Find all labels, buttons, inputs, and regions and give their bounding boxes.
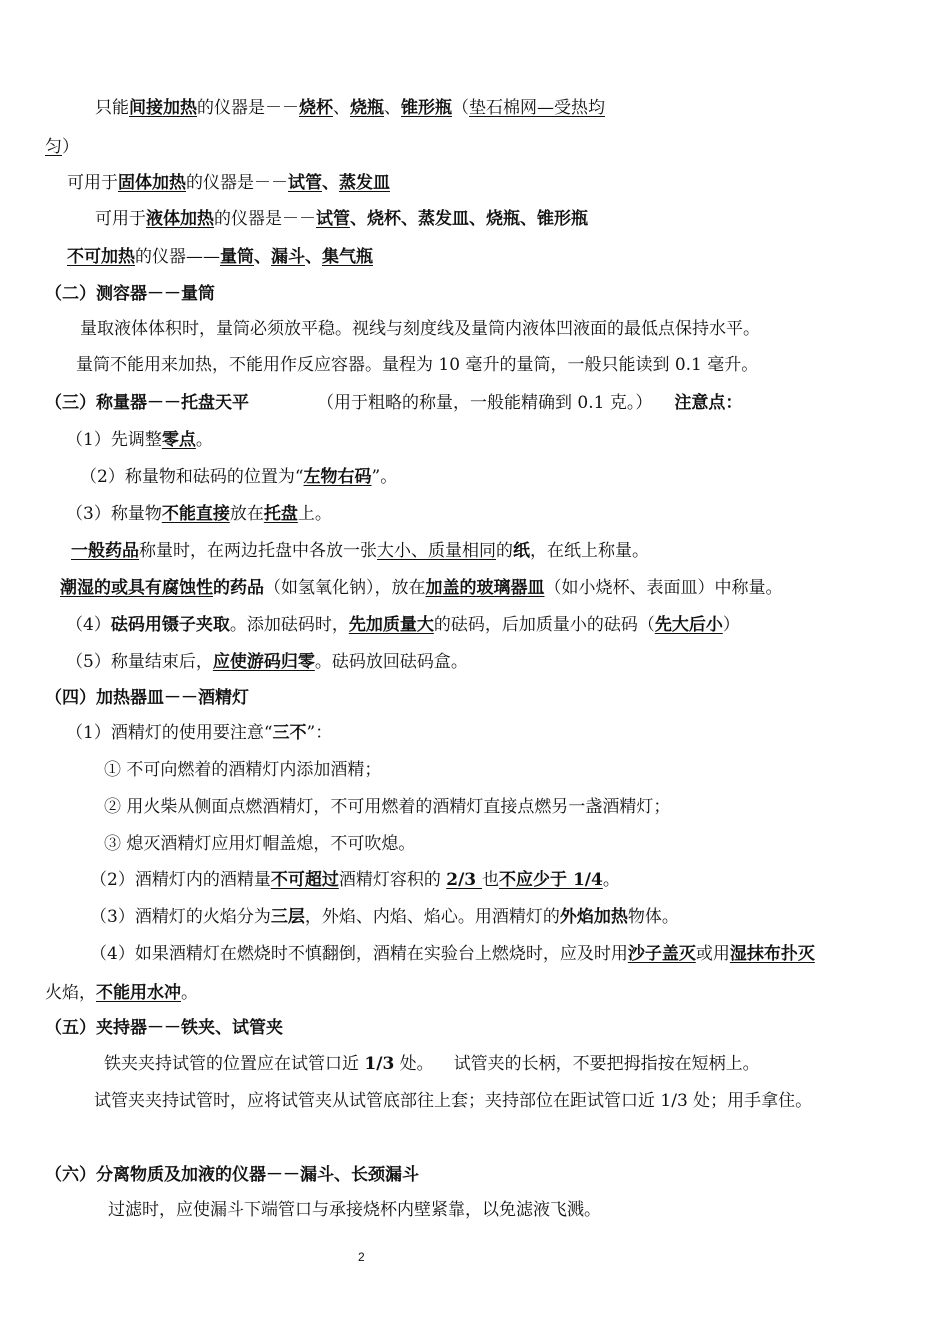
key-term: 潮湿的或具有腐蚀性 [60, 578, 213, 598]
heading-text: （六）分离物质及加液的仪器－－漏斗、长颈漏斗 [45, 1165, 419, 1185]
text: （ [452, 98, 469, 118]
key-term: 湿抹布扑灭 [729, 944, 815, 964]
text: 量取液体体积时，量筒必须放平稳。视线与刻度线及量筒内液体凹液面的最低点保持水平。 [80, 319, 760, 339]
list-item [104, 759, 381, 781]
text-line [45, 136, 79, 158]
circled-number: ① [104, 760, 121, 780]
text: （3）称量物 [66, 504, 162, 524]
text: （5）称量结束后， [66, 652, 213, 672]
text: （1）先调整 [66, 430, 162, 450]
key-term: 先大后小 [654, 615, 723, 635]
text: （3）酒精灯的火焰分为 [90, 907, 271, 927]
text-line [66, 429, 213, 451]
text-line [95, 208, 588, 230]
text: 。添加砝码时， [229, 615, 349, 635]
text: 试管夹夹持试管时，应将试管夹从试管底部往上套；夹持部位在距试管口近 1/3 处；用手拿住。 [94, 1091, 813, 1111]
heading-text: （五）夹持器－－铁夹、试管夹 [45, 1018, 283, 1038]
text: 物体。 [627, 907, 679, 927]
key-term: 蒸发皿 [339, 173, 390, 193]
text: 火焰， [45, 983, 96, 1003]
key-term: 锥形瓶 [401, 98, 452, 118]
section-heading [45, 1164, 419, 1186]
text: 可用于 [67, 173, 118, 193]
text-line [94, 1090, 812, 1112]
text: （如小烧杯、表面皿）中称量。 [544, 578, 783, 598]
key-term: 不可加热 [67, 247, 135, 267]
text: （用于粗略的称量，一般能精确到 0.1 克。） [317, 393, 653, 413]
text: 处。 [394, 1054, 434, 1074]
key-term: 纸 [513, 541, 530, 561]
list-item [104, 796, 670, 818]
text: 的砝码，后加质量小的砝码（ [433, 615, 655, 635]
text: 铁夹夹持试管的位置应在试管口近 [104, 1054, 365, 1074]
text-line [95, 97, 605, 119]
key-term: 三层 [270, 907, 305, 927]
text: 。砝码放回砝码盒。 [314, 652, 468, 672]
text: （2）酒精灯内的酒精量 [90, 870, 271, 890]
text: 只能 [95, 98, 129, 118]
key-term: 不能用水冲 [96, 983, 181, 1003]
text: 量筒不能用来加热，不能用作反应容器。量程为 10 毫升的量筒，一般只能读到 0.1 毫升。 [76, 355, 759, 375]
text: 。 [181, 983, 198, 1003]
key-term: 不应少于 1/4 [499, 870, 603, 890]
text: 或用 [695, 944, 730, 964]
section-heading [45, 687, 249, 709]
note-label: 注意点： [674, 393, 743, 413]
text-line [104, 1053, 760, 1075]
text: 可用于 [95, 209, 146, 229]
text-line [90, 943, 815, 965]
text: 的仪器是－－ [197, 98, 299, 118]
key-term: 托盘 [263, 504, 298, 524]
section-heading [45, 283, 215, 305]
heading-text: （三）称量器－－托盘天平 [45, 393, 249, 413]
text: 酒精灯容积的 [338, 870, 447, 890]
key-term: 1/3 [364, 1054, 395, 1074]
text-line [71, 540, 649, 562]
text: 上。 [297, 504, 332, 524]
key-term: 试管 [316, 209, 350, 229]
text: 称量时，在两边托盘中各放一张 [139, 541, 377, 561]
text: （4） [66, 615, 111, 635]
key-term: 加盖的玻璃器皿 [425, 578, 545, 598]
key-term: 烧瓶 [350, 98, 384, 118]
text: 熄灭酒精灯应用灯帽盖熄，不可吹熄。 [121, 834, 416, 854]
text: （2）称量物和砝码的位置为“ [80, 467, 304, 487]
text-line [60, 577, 783, 599]
key-term: 漏斗 [271, 247, 305, 267]
key-term: 三不 [272, 723, 307, 743]
text: ） [722, 615, 740, 635]
text: （4）如果酒精灯在燃烧时不慎翻倒，酒精在实验台上燃烧时，应及时用 [90, 944, 628, 964]
text-line [80, 318, 760, 340]
text: 过滤时，应使漏斗下端管口与承接烧杯内壁紧靠，以免滤液飞溅。 [108, 1200, 601, 1220]
text-line [108, 1199, 601, 1221]
text-line [66, 722, 332, 744]
text-line [80, 466, 397, 488]
circled-number: ② [104, 797, 121, 817]
key-term: 液体加热 [146, 209, 214, 229]
text: 也 [482, 870, 500, 890]
page-number: 2 [358, 1250, 365, 1264]
key-term: 集气瓶 [322, 247, 373, 267]
key-term: 沙子盖灭 [627, 944, 696, 964]
text: 、 [384, 98, 401, 118]
text: （1）酒精灯的使用要注意“ [66, 723, 273, 743]
text: 试管夹的长柄，不要把拇指按在短柄上。 [453, 1054, 760, 1074]
text-line [90, 906, 679, 928]
key-term: 固体加热 [118, 173, 186, 193]
text: 、 [254, 247, 271, 267]
text: 的仪器是－－ [214, 209, 316, 229]
text: 放在 [229, 504, 264, 524]
underlined-text: 大小、质量相同 [377, 541, 496, 561]
underlined-text: 匀 [45, 137, 62, 157]
text: （如氢氧化钠），放在 [264, 578, 426, 598]
text: 、 [333, 98, 350, 118]
text: ，外焰、内焰、焰心。用酒精灯的 [304, 907, 560, 927]
key-term: 不能直接 [161, 504, 230, 524]
key-term: 外焰加热 [559, 907, 628, 927]
text-line [66, 503, 332, 525]
heading-text: （四）加热器皿－－酒精灯 [45, 688, 249, 708]
key-term: 零点 [161, 430, 196, 450]
text: ”： [306, 723, 333, 743]
section-heading [45, 392, 742, 414]
text: ） [62, 137, 79, 157]
text-line [45, 982, 198, 1004]
text: 。 [195, 430, 213, 450]
text-line [66, 651, 468, 673]
text-line [76, 354, 758, 376]
key-term: 2/3 [446, 870, 483, 890]
underlined-text: 垫石棉网—受热均 [469, 98, 605, 118]
text: ，在纸上称量。 [530, 541, 649, 561]
text: 的 [496, 541, 513, 561]
key-term: 药品 [230, 578, 264, 598]
key-term: 烧杯 [299, 98, 333, 118]
key-term: 不可超过 [270, 870, 339, 890]
key-term: 砝码用镊子夹取 [110, 615, 230, 635]
text: 、 [322, 173, 339, 193]
text: 。 [602, 870, 620, 890]
section-heading [45, 1017, 283, 1039]
text-line [66, 614, 740, 636]
key-term: 先加质量大 [348, 615, 434, 635]
text: 不可向燃着的酒精灯内添加酒精； [121, 760, 382, 780]
key-term: 间接加热 [129, 98, 197, 118]
text: 、烧杯、蒸发皿、烧瓶、锥形瓶 [350, 209, 588, 229]
text: 的仪器—— [135, 247, 220, 267]
circled-number: ③ [104, 834, 121, 854]
text-line [67, 246, 373, 268]
key-term: 左物右码 [303, 467, 372, 487]
key-term: 应使游码归零 [212, 652, 315, 672]
list-item [104, 833, 415, 855]
text-line [90, 869, 620, 891]
text: ”。 [371, 467, 398, 487]
text: 的仪器是－－ [186, 173, 288, 193]
text: 、 [305, 247, 322, 267]
heading-text: （二）测容器－－量筒 [45, 284, 215, 304]
key-term: 试管 [288, 173, 322, 193]
key-term: 量筒 [220, 247, 254, 267]
text: 的 [213, 578, 230, 598]
text-line [67, 172, 390, 194]
key-term: 一般药品 [71, 541, 139, 561]
text: 用火柴从侧面点燃酒精灯，不可用燃着的酒精灯直接点燃另一盏酒精灯； [121, 797, 671, 817]
